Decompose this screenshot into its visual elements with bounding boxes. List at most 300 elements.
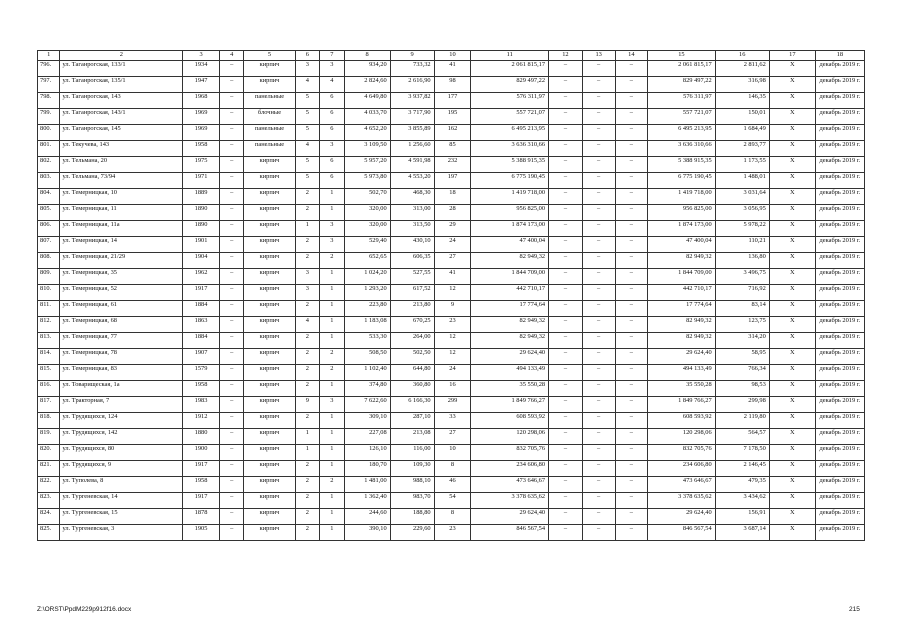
deadline-cell: декабрь 2019 г. [815,413,864,429]
owner-funds: 442 710,17 [648,285,715,301]
row-number: 798. [38,93,60,109]
row-number: 810. [38,285,60,301]
residents-cell: 12 [434,349,471,365]
floors-cell: 2 [295,365,320,381]
owner-funds: 82 949,32 [648,253,715,269]
region-cell: – [582,205,615,221]
row-number: 802. [38,157,60,173]
total-area: 5 973,80 [344,173,390,189]
total-area: 1 024,20 [344,269,390,285]
fund-cell: – [549,429,583,445]
fund-cell: – [549,525,583,541]
region-cell: – [582,125,615,141]
total-area: 223,80 [344,301,390,317]
total-cost: 35 550,28 [471,381,549,397]
region-cell: – [582,173,615,189]
total-cost: 6 775 190,45 [471,173,549,189]
fund-cell: – [549,397,583,413]
cost-per-meter: 2 119,80 [715,413,769,429]
cost-per-meter: 299,98 [715,397,769,413]
total-cost: 1 849 766,27 [471,397,549,413]
table-row [38,125,865,141]
region-cell: – [582,349,615,365]
mark-cell: X [769,333,815,349]
column-header: 14 [615,51,648,61]
mark-cell: X [769,397,815,413]
owner-funds: 576 311,97 [648,93,715,109]
row-number: 820. [38,445,60,461]
table-row [38,237,865,253]
cost-per-meter: 564,57 [715,429,769,445]
column-header: 2 [60,51,183,61]
year-built: 1890 [183,221,220,237]
cost-per-meter: 3 434,62 [715,493,769,509]
fund-cell: – [549,269,583,285]
living-area: 3 937,82 [390,93,434,109]
residents-cell: 177 [434,93,471,109]
address-cell: ул. Туполева, 8 [60,477,183,493]
total-cost: 234 606,80 [471,461,549,477]
local-cell: – [615,445,648,461]
deadline-cell: декабрь 2019 г. [815,477,864,493]
address-cell: ул. Трудящихся, 9 [60,461,183,477]
owner-funds: 494 133,49 [648,365,715,381]
living-area: 988,10 [390,477,434,493]
owner-funds: 3 636 310,66 [648,141,715,157]
owner-funds: 1 874 173,00 [648,221,715,237]
table-row [38,93,865,109]
year-built: 1958 [183,381,220,397]
year-reconstructed: – [219,429,244,445]
living-area: 4 591,98 [390,157,434,173]
region-cell: – [582,477,615,493]
residents-cell: 12 [434,333,471,349]
living-area: 109,30 [390,461,434,477]
region-cell: – [582,333,615,349]
fund-cell: – [549,413,583,429]
local-cell: – [615,141,648,157]
wall-material: кирпич [244,237,295,253]
local-cell: – [615,77,648,93]
total-area: 390,10 [344,525,390,541]
column-header: 1 [38,51,60,61]
region-cell: – [582,189,615,205]
cost-per-meter: 3 031,64 [715,189,769,205]
year-reconstructed: – [219,445,244,461]
cost-per-meter: 110,21 [715,237,769,253]
column-header: 6 [295,51,320,61]
year-built: 1917 [183,493,220,509]
owner-funds: 2 061 815,17 [648,61,715,77]
entrances-cell: 4 [320,77,345,93]
cost-per-meter: 3 056,95 [715,205,769,221]
region-cell: – [582,141,615,157]
cost-per-meter: 123,75 [715,317,769,333]
row-number: 817. [38,397,60,413]
fund-cell: – [549,493,583,509]
living-area: 430,10 [390,237,434,253]
total-cost: 29 624,40 [471,349,549,365]
local-cell: – [615,269,648,285]
year-built: 1958 [183,141,220,157]
year-reconstructed: – [219,493,244,509]
row-number: 823. [38,493,60,509]
total-area: 320,00 [344,205,390,221]
total-area: 1 293,20 [344,285,390,301]
cost-per-meter: 2 146,45 [715,461,769,477]
total-area: 3 109,50 [344,141,390,157]
residents-cell: 29 [434,221,471,237]
address-cell: ул. Тельмана, 20 [60,157,183,173]
row-number: 825. [38,525,60,541]
owner-funds: 6 495 213,95 [648,125,715,141]
address-cell: ул. Тельмана, 73/94 [60,173,183,189]
floors-cell: 5 [295,109,320,125]
living-area: 116,00 [390,445,434,461]
row-number: 806. [38,221,60,237]
residents-cell: 46 [434,477,471,493]
table-row [38,61,865,77]
year-reconstructed: – [219,109,244,125]
floors-cell: 5 [295,125,320,141]
year-built: 1884 [183,333,220,349]
residents-cell: 24 [434,365,471,381]
region-cell: – [582,525,615,541]
entrances-cell: 1 [320,509,345,525]
year-built: 1901 [183,237,220,253]
cost-per-meter: 316,98 [715,77,769,93]
column-header: 11 [471,51,549,61]
mark-cell: X [769,365,815,381]
total-cost: 1 844 709,00 [471,269,549,285]
year-built: 1890 [183,205,220,221]
address-cell: ул. Таганрогская, 135/1 [60,77,183,93]
year-reconstructed: – [219,301,244,317]
year-reconstructed: – [219,397,244,413]
row-number: 815. [38,365,60,381]
table-row [38,141,865,157]
address-cell: ул. Темерницкая, 14 [60,237,183,253]
mark-cell: X [769,445,815,461]
entrances-cell: 1 [320,381,345,397]
wall-material: кирпич [244,205,295,221]
mark-cell: X [769,317,815,333]
local-cell: – [615,221,648,237]
mark-cell: X [769,237,815,253]
floors-cell: 2 [295,253,320,269]
floors-cell: 2 [295,525,320,541]
deadline-cell: декабрь 2019 г. [815,445,864,461]
residents-cell: 18 [434,189,471,205]
table-row [38,477,865,493]
local-cell: – [615,509,648,525]
entrances-cell: 6 [320,109,345,125]
total-area: 309,10 [344,413,390,429]
table-row [38,253,865,269]
year-built: 1947 [183,77,220,93]
total-cost: 832 705,76 [471,445,549,461]
wall-material: кирпич [244,157,295,173]
cost-per-meter: 146,35 [715,93,769,109]
entrances-cell: 1 [320,269,345,285]
owner-funds: 473 646,67 [648,477,715,493]
living-area: 188,80 [390,509,434,525]
deadline-cell: декабрь 2019 г. [815,429,864,445]
living-area: 606,35 [390,253,434,269]
wall-material: кирпич [244,221,295,237]
cost-per-meter: 3 687,14 [715,525,769,541]
column-header: 16 [715,51,769,61]
living-area: 3 855,89 [390,125,434,141]
floors-cell: 5 [295,173,320,189]
wall-material: кирпич [244,509,295,525]
table-row [38,285,865,301]
fund-cell: – [549,221,583,237]
address-cell: ул. Тургеневская, 3 [60,525,183,541]
living-area: 287,10 [390,413,434,429]
living-area: 4 553,20 [390,173,434,189]
column-header: 7 [320,51,345,61]
cost-per-meter: 1 488,01 [715,173,769,189]
total-area: 320,00 [344,221,390,237]
row-number: 821. [38,461,60,477]
floors-cell: 2 [295,461,320,477]
mark-cell: X [769,509,815,525]
residents-cell: 85 [434,141,471,157]
deadline-cell: декабрь 2019 г. [815,349,864,365]
wall-material: кирпич [244,301,295,317]
owner-funds: 82 949,32 [648,317,715,333]
entrances-cell: 2 [320,477,345,493]
table-row [38,381,865,397]
owner-funds: 234 606,80 [648,461,715,477]
region-cell: – [582,397,615,413]
table-row [38,493,865,509]
table-row [38,189,865,205]
region-cell: – [582,365,615,381]
living-area: 313,50 [390,221,434,237]
deadline-cell: декабрь 2019 г. [815,205,864,221]
local-cell: – [615,493,648,509]
local-cell: – [615,381,648,397]
mark-cell: X [769,525,815,541]
living-area: 264,00 [390,333,434,349]
year-built: 1958 [183,477,220,493]
fund-cell: – [549,253,583,269]
mark-cell: X [769,269,815,285]
living-area: 733,32 [390,61,434,77]
residents-cell: 27 [434,253,471,269]
table-row [38,461,865,477]
row-number: 818. [38,413,60,429]
local-cell: – [615,61,648,77]
year-built: 1971 [183,173,220,189]
floors-cell: 2 [295,237,320,253]
page-number: 215 [849,606,860,613]
owner-funds: 29 624,40 [648,509,715,525]
floors-cell: 5 [295,93,320,109]
floors-cell: 3 [295,285,320,301]
year-reconstructed: – [219,253,244,269]
year-built: 1878 [183,509,220,525]
table-row [38,301,865,317]
wall-material: кирпич [244,477,295,493]
owner-funds: 3 378 635,62 [648,493,715,509]
address-cell: ул. Тургеневская, 14 [60,493,183,509]
total-cost: 2 061 815,17 [471,61,549,77]
wall-material: кирпич [244,349,295,365]
fund-cell: – [549,349,583,365]
living-area: 983,70 [390,493,434,509]
entrances-cell: 2 [320,365,345,381]
cost-per-meter: 156,91 [715,509,769,525]
year-reconstructed: – [219,77,244,93]
floors-cell: 1 [295,429,320,445]
row-number: 811. [38,301,60,317]
fund-cell: – [549,509,583,525]
total-area: 502,70 [344,189,390,205]
wall-material: кирпич [244,413,295,429]
total-cost: 29 624,40 [471,509,549,525]
wall-material: кирпич [244,173,295,189]
cost-per-meter: 58,95 [715,349,769,365]
address-cell: ул. Темерницкая, 35 [60,269,183,285]
entrances-cell: 1 [320,413,345,429]
residents-cell: 41 [434,269,471,285]
table-row [38,333,865,349]
fund-cell: – [549,61,583,77]
total-cost: 442 710,17 [471,285,549,301]
table-row [38,525,865,541]
floors-cell: 4 [295,77,320,93]
total-area: 1 362,40 [344,493,390,509]
local-cell: – [615,429,648,445]
entrances-cell: 3 [320,61,345,77]
mark-cell: X [769,93,815,109]
address-cell: ул. Темерницкая, 68 [60,317,183,333]
fund-cell: – [549,189,583,205]
total-area: 2 824,60 [344,77,390,93]
wall-material: кирпич [244,269,295,285]
address-cell: ул. Трудящихся, 80 [60,445,183,461]
cost-per-meter: 83,14 [715,301,769,317]
column-header: 8 [344,51,390,61]
deadline-cell: декабрь 2019 г. [815,173,864,189]
floors-cell: 3 [295,61,320,77]
mark-cell: X [769,349,815,365]
year-reconstructed: – [219,477,244,493]
year-built: 1863 [183,317,220,333]
local-cell: – [615,205,648,221]
deadline-cell: декабрь 2019 г. [815,381,864,397]
mark-cell: X [769,173,815,189]
column-header: 13 [582,51,615,61]
wall-material: кирпич [244,445,295,461]
fund-cell: – [549,237,583,253]
row-number: 822. [38,477,60,493]
column-header: 3 [183,51,220,61]
entrances-cell: 1 [320,301,345,317]
year-built: 1912 [183,413,220,429]
year-reconstructed: – [219,157,244,173]
mark-cell: X [769,413,815,429]
address-cell: ул. Темерницкая, 83 [60,365,183,381]
total-cost: 17 774,64 [471,301,549,317]
local-cell: – [615,189,648,205]
column-header: 10 [434,51,471,61]
table-row [38,109,865,125]
region-cell: – [582,445,615,461]
total-cost: 5 388 915,35 [471,157,549,173]
wall-material: кирпич [244,365,295,381]
fund-cell: – [549,205,583,221]
entrances-cell: 3 [320,221,345,237]
floors-cell: 2 [295,381,320,397]
mark-cell: X [769,125,815,141]
total-cost: 557 721,07 [471,109,549,125]
mark-cell: X [769,285,815,301]
entrances-cell: 1 [320,333,345,349]
cost-per-meter: 2 811,62 [715,61,769,77]
total-cost: 1 874 173,00 [471,221,549,237]
living-area: 3 717,90 [390,109,434,125]
total-area: 508,50 [344,349,390,365]
local-cell: – [615,109,648,125]
living-area: 2 616,90 [390,77,434,93]
mark-cell: X [769,221,815,237]
column-header: 18 [815,51,864,61]
total-area: 1 481,00 [344,477,390,493]
cost-per-meter: 1 684,49 [715,125,769,141]
region-cell: – [582,77,615,93]
owner-funds: 6 775 190,45 [648,173,715,189]
wall-material: кирпич [244,333,295,349]
floors-cell: 2 [295,301,320,317]
local-cell: – [615,333,648,349]
entrances-cell: 1 [320,189,345,205]
total-cost: 829 497,22 [471,77,549,93]
fund-cell: – [549,301,583,317]
local-cell: – [615,413,648,429]
table-row [38,317,865,333]
local-cell: – [615,477,648,493]
local-cell: – [615,285,648,301]
cost-per-meter: 136,80 [715,253,769,269]
row-number: 804. [38,189,60,205]
floors-cell: 3 [295,269,320,285]
deadline-cell: декабрь 2019 г. [815,157,864,173]
living-area: 527,55 [390,269,434,285]
year-built: 1905 [183,525,220,541]
year-reconstructed: – [219,365,244,381]
column-header: 5 [244,51,295,61]
total-cost: 3 378 635,62 [471,493,549,509]
row-number: 799. [38,109,60,125]
year-reconstructed: – [219,189,244,205]
living-area: 213,08 [390,429,434,445]
residents-cell: 9 [434,301,471,317]
deadline-cell: декабрь 2019 г. [815,253,864,269]
entrances-cell: 3 [320,237,345,253]
row-number: 801. [38,141,60,157]
address-cell: ул. Темерницкая, 78 [60,349,183,365]
total-cost: 3 636 310,66 [471,141,549,157]
region-cell: – [582,269,615,285]
cost-per-meter: 1 173,55 [715,157,769,173]
column-header: 12 [549,51,583,61]
table-body [38,61,865,541]
table-row [38,205,865,221]
